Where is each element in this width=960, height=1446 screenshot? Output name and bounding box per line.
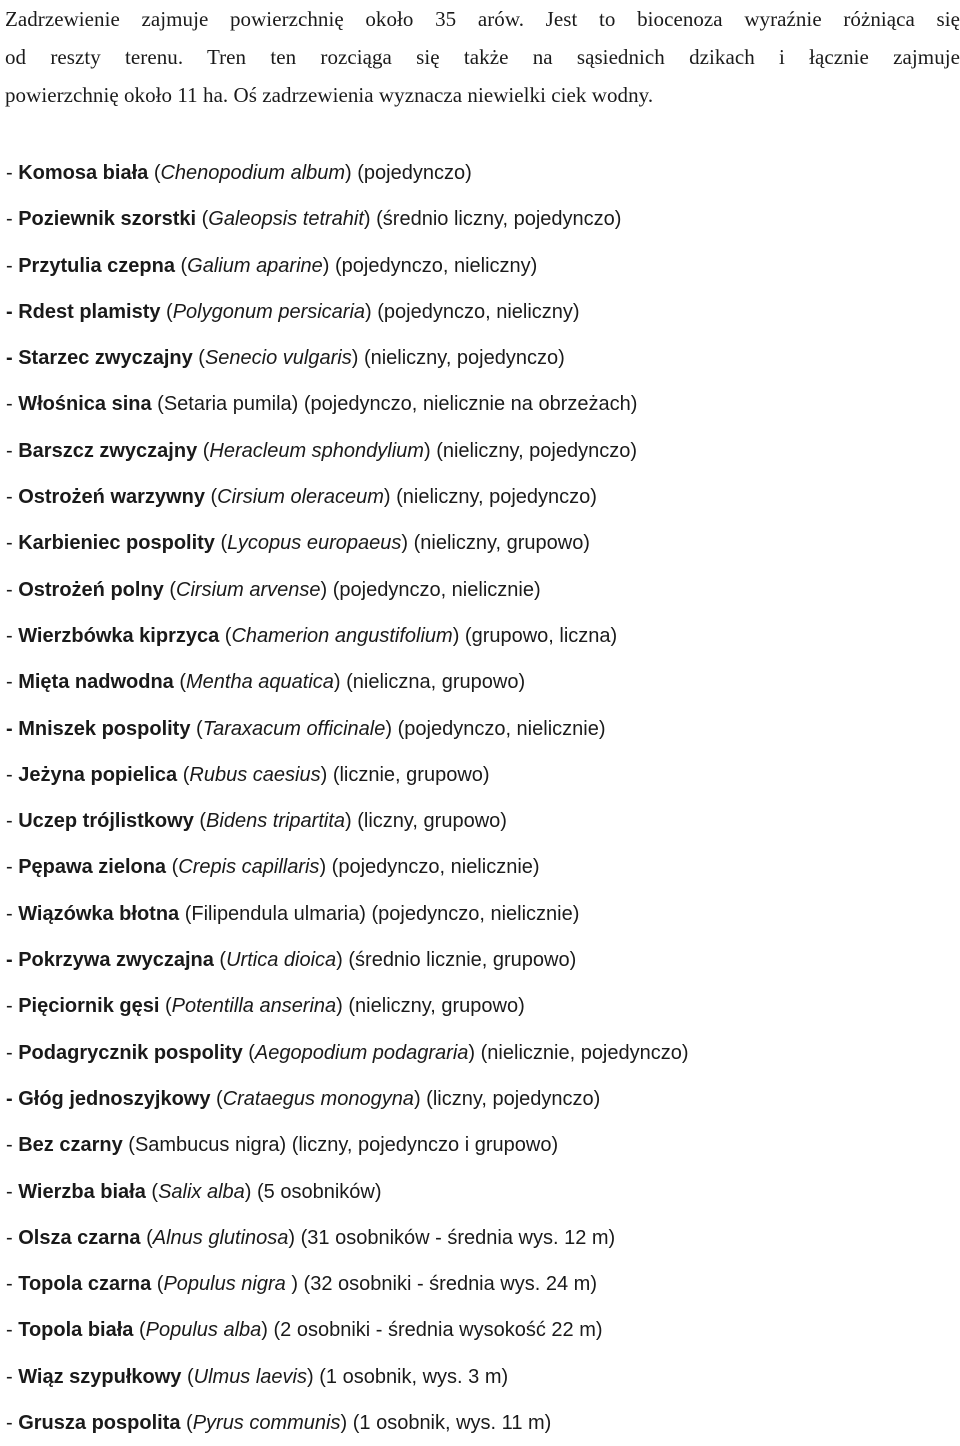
species-abundance-note: (2 osobniki - średnia wysokość 22 m) <box>267 1319 603 1342</box>
species-common-name: Olsza czarna <box>18 1226 141 1249</box>
species-common-name: Barszcz zwyczajny <box>18 439 198 462</box>
species-latin-name: Urtica dioica <box>226 949 337 972</box>
species-latin-name: Alnus glutinosa <box>152 1226 289 1249</box>
species-common-name: Wiąz szypułkowy <box>18 1365 182 1388</box>
list-dash: - <box>6 347 19 370</box>
list-dash: - <box>6 1412 19 1435</box>
species-latin-name: Senecio vulgaris <box>204 347 352 370</box>
species-abundance-note: (grupowo, liczna) <box>459 624 618 647</box>
species-common-name: Jeżyna popielica <box>18 763 178 786</box>
species-common-name: Wierzbówka kiprzyca <box>18 624 220 647</box>
species-abundance-note: (nieliczny, pojedynczo) <box>358 347 565 370</box>
species-latin-name: Galeopsis tetrahit <box>208 208 364 231</box>
species-common-name: Poziewnik szorstki <box>18 208 197 231</box>
list-dash: - <box>6 1226 19 1249</box>
species-common-name: Przytulia czepna <box>18 254 175 277</box>
species-item: - Wiązówka błotna (Filipendula ulmaria) (pojedynczo, nielicznie) <box>6 902 580 925</box>
intro-paragraph <box>5 0 960 114</box>
list-dash: - <box>6 532 19 555</box>
species-abundance-note: (średnio liczny, pojedynczo) <box>370 208 622 231</box>
list-dash: - <box>6 856 19 879</box>
list-dash: - <box>6 902 19 925</box>
species-latin-name: Cirsium arvense <box>176 578 321 601</box>
list-dash: - <box>6 624 19 647</box>
species-item: - Wiąz szypułkowy (Ulmus laevis) (1 osobnik, wys. 3 m) <box>6 1365 509 1388</box>
species-abundance-note: (nieliczny, pojedynczo) <box>390 486 597 509</box>
species-item: - Mięta nadwodna (Mentha aquatica) (nieliczna, grupowo) <box>6 671 526 694</box>
species-latin-name: Pyrus communis <box>192 1412 341 1435</box>
list-dash: - <box>6 949 19 972</box>
species-common-name: Uczep trójlistkowy <box>18 810 194 833</box>
species-abundance-note: (liczny, grupowo) <box>351 810 507 833</box>
species-common-name: Pokrzywa zwyczajna <box>18 949 214 972</box>
species-item: - Głóg jednoszyjkowy (Crataegus monogyna) (liczny, pojedynczo) <box>6 1087 601 1110</box>
species-item: - Topola biała (Populus alba) (2 osobniki - średnia wysokość 22 m) <box>6 1319 603 1342</box>
species-abundance-note: (pojedynczo) <box>351 162 472 184</box>
species-abundance-note: (pojedynczo, nielicznie) <box>365 902 580 925</box>
list-dash: - <box>6 254 19 277</box>
species-abundance-note: (pojedynczo, nielicznie) <box>327 578 541 601</box>
species-latin-name: Aegopodium podagraria <box>254 1041 469 1064</box>
list-dash: - <box>6 1087 19 1110</box>
species-item: - Jeżyna popielica (Rubus caesius) (licznie, grupowo) <box>6 763 490 786</box>
species-common-name: Grusza pospolita <box>18 1412 181 1435</box>
species-latin-name: Taraxacum officinale <box>202 717 386 740</box>
species-latin-name: Potentilla anserina <box>171 995 337 1018</box>
species-abundance-note: (32 osobniki - średnia wys. 24 m) <box>297 1273 597 1296</box>
list-dash: - <box>6 486 19 509</box>
intro-line: powierzchnię około 11 ha. Oś zadrzewienia wyznacza niewielki ciek wodny. <box>5 83 654 107</box>
species-item: - Komosa biała (Chenopodium album) (pojedynczo) <box>6 162 472 184</box>
species-abundance-note: (liczny, pojedynczo i grupowo) <box>286 1134 559 1157</box>
list-dash: - <box>6 1365 19 1388</box>
species-common-name: Mniszek pospolity <box>18 717 191 740</box>
species-abundance-note: (pojedynczo, nielicznie) <box>392 717 606 740</box>
species-common-name: Topola czarna <box>18 1273 152 1296</box>
species-common-name: Mięta nadwodna <box>18 671 174 694</box>
species-common-name: Ostrożeń polny <box>18 578 164 601</box>
species-item: - Barszcz zwyczajny (Heracleum sphondylium) (nieliczny, pojedynczo) <box>6 439 638 462</box>
species-common-name: Topola biała <box>18 1319 134 1342</box>
list-dash: - <box>6 810 19 833</box>
species-latin-name: Polygonum persicaria <box>172 300 366 323</box>
species-item: - Topola czarna (Populus nigra ) (32 osobniki - średnia wys. 24 m) <box>6 1273 597 1296</box>
species-common-name: Wiązówka błotna <box>18 902 180 925</box>
species-item: - Rdest plamisty (Polygonum persicaria) (pojedynczo, nieliczny) <box>6 300 580 323</box>
list-dash: - <box>6 300 19 323</box>
species-common-name: Komosa biała <box>18 162 149 184</box>
species-abundance-note: (pojedynczo, nieliczny) <box>371 300 580 323</box>
species-item: - Wierzba biała (Salix alba) (5 osobników) <box>6 1180 382 1203</box>
species-item: - Uczep trójlistkowy (Bidens tripartita) (liczny, grupowo) <box>6 810 507 833</box>
species-abundance-note: (pojedynczo, nielicznie) <box>326 856 540 879</box>
species-item: - Ostrożeń warzywny (Cirsium oleraceum) (nieliczny, pojedynczo) <box>6 486 597 509</box>
species-item: - Starzec zwyczajny (Senecio vulgaris) (nieliczny, pojedynczo) <box>6 347 565 370</box>
species-common-name: Pięciornik gęsi <box>18 995 160 1018</box>
species-abundance-note: (1 osobnik, wys. 11 m) <box>347 1412 552 1435</box>
species-latin-name: Crataegus monogyna <box>222 1087 414 1110</box>
species-abundance-note: (31 osobników - średnia wys. 12 m) <box>295 1226 616 1249</box>
species-item: - Mniszek pospolity (Taraxacum officinale) (pojedynczo, nielicznie) <box>6 717 606 740</box>
list-dash: - <box>6 671 19 694</box>
species-item: - Pępawa zielona (Crepis capillaris) (pojedynczo, nielicznie) <box>6 856 540 879</box>
species-latin-name: Filipendula ulmaria <box>191 902 360 925</box>
species-latin-name: Bidens tripartita <box>206 810 346 833</box>
list-dash: - <box>6 578 19 601</box>
species-common-name: Włośnica sina <box>18 393 152 416</box>
species-abundance-note: (liczny, pojedynczo) <box>420 1087 601 1110</box>
species-common-name: Karbieniec pospolity <box>18 532 215 555</box>
list-dash: - <box>6 1180 19 1203</box>
species-item: - Karbieniec pospolity (Lycopus europaeus) (nieliczny, grupowo) <box>6 532 590 555</box>
species-item: - Bez czarny (Sambucus nigra) (liczny, pojedynczo i grupowo) <box>6 1134 559 1157</box>
species-latin-name: Heracleum sphondylium <box>209 439 424 462</box>
species-abundance-note: (pojedynczo, nieliczny) <box>329 254 538 277</box>
list-dash: - <box>6 717 19 740</box>
species-latin-name: Setaria pumila <box>163 393 292 416</box>
species-abundance-note: (pojedynczo, nielicznie na obrzeżach) <box>298 393 638 416</box>
species-latin-name: Populus nigra <box>163 1273 292 1296</box>
species-item: - Pięciornik gęsi (Potentilla anserina) (nieliczny, grupowo) <box>6 995 525 1018</box>
list-dash: - <box>6 1319 19 1342</box>
species-item: - Wierzbówka kiprzyca (Chamerion angustifolium) (grupowo, liczna) <box>6 624 618 647</box>
species-latin-name: Chamerion angustifolium <box>231 624 453 647</box>
species-common-name: Starzec zwyczajny <box>18 347 193 370</box>
species-item: - Olsza czarna (Alnus glutinosa) (31 osobników - średnia wys. 12 m) <box>6 1226 616 1249</box>
species-abundance-note: (nieliczna, grupowo) <box>340 671 526 694</box>
species-abundance-note: (licznie, grupowo) <box>327 763 490 786</box>
species-item: - Poziewnik szorstki (Galeopsis tetrahit) (średnio liczny, pojedynczo) <box>6 208 622 231</box>
species-abundance-note: (nielicznie, pojedynczo) <box>475 1041 689 1064</box>
species-common-name: Podagrycznik pospolity <box>18 1041 243 1064</box>
intro-line: Zadrzewienie zajmuje powierzchnię około 35 arów. Jest to biocenoza wyraźnie różniąca się <box>5 7 960 31</box>
species-item: - Grusza pospolita (Pyrus communis) (1 osobnik, wys. 11 m) <box>6 1412 552 1435</box>
species-common-name: Głóg jednoszyjkowy <box>18 1087 211 1110</box>
species-abundance-note: (nieliczny, grupowo) <box>342 995 525 1018</box>
intro-line: od reszty terenu. Tren ten rozciąga się także na sąsiednich dzikach i łącznie zajmuje <box>5 45 960 69</box>
species-latin-name: Salix alba <box>158 1180 245 1203</box>
species-abundance-note: (1 osobnik, wys. 3 m) <box>313 1365 509 1388</box>
species-latin-name: Mentha aquatica <box>186 671 334 694</box>
species-list <box>6 150 956 1446</box>
list-dash: - <box>6 1134 19 1157</box>
species-abundance-note: (średnio licznie, grupowo) <box>342 949 577 972</box>
list-dash: - <box>6 763 19 786</box>
species-common-name: Bez czarny <box>18 1134 123 1157</box>
species-common-name: Pępawa zielona <box>18 856 167 879</box>
species-latin-name: Cirsium oleraceum <box>217 486 384 509</box>
species-item: - Ostrożeń polny (Cirsium arvense) (pojedynczo, nielicznie) <box>6 578 541 601</box>
species-latin-name: Populus alba <box>145 1319 262 1342</box>
list-dash: - <box>6 439 19 462</box>
species-common-name: Rdest plamisty <box>18 300 161 323</box>
species-abundance-note: (5 osobników) <box>251 1180 382 1203</box>
species-latin-name: Chenopodium album <box>160 162 346 184</box>
species-latin-name: Rubus caesius <box>189 763 321 786</box>
species-latin-name: Galium aparine <box>187 254 323 277</box>
list-dash: - <box>6 995 19 1018</box>
species-abundance-note: (nieliczny, grupowo) <box>408 532 590 555</box>
list-dash: - <box>6 162 19 184</box>
list-dash: - <box>6 393 19 416</box>
species-abundance-note: (nieliczny, pojedynczo) <box>430 439 638 462</box>
species-item: - Przytulia czepna (Galium aparine) (pojedynczo, nieliczny) <box>6 254 538 277</box>
species-item: - Podagrycznik pospolity (Aegopodium podagraria) (nielicznie, pojedynczo) <box>6 1041 689 1064</box>
species-common-name: Wierzba biała <box>18 1180 146 1203</box>
species-item: - Włośnica sina (Setaria pumila) (pojedynczo, nielicznie na obrzeżach) <box>6 393 638 416</box>
list-dash: - <box>6 208 19 231</box>
list-dash: - <box>6 1041 19 1064</box>
list-dash: - <box>6 1273 19 1296</box>
species-latin-name: Sambucus nigra <box>134 1134 280 1157</box>
species-item: - Pokrzywa zwyczajna (Urtica dioica) (średnio licznie, grupowo) <box>6 949 577 972</box>
species-latin-name: Crepis capillaris <box>178 856 320 879</box>
species-common-name: Ostrożeń warzywny <box>18 486 205 509</box>
species-latin-name: Lycopus europaeus <box>227 532 402 555</box>
species-latin-name: Ulmus laevis <box>193 1365 307 1388</box>
